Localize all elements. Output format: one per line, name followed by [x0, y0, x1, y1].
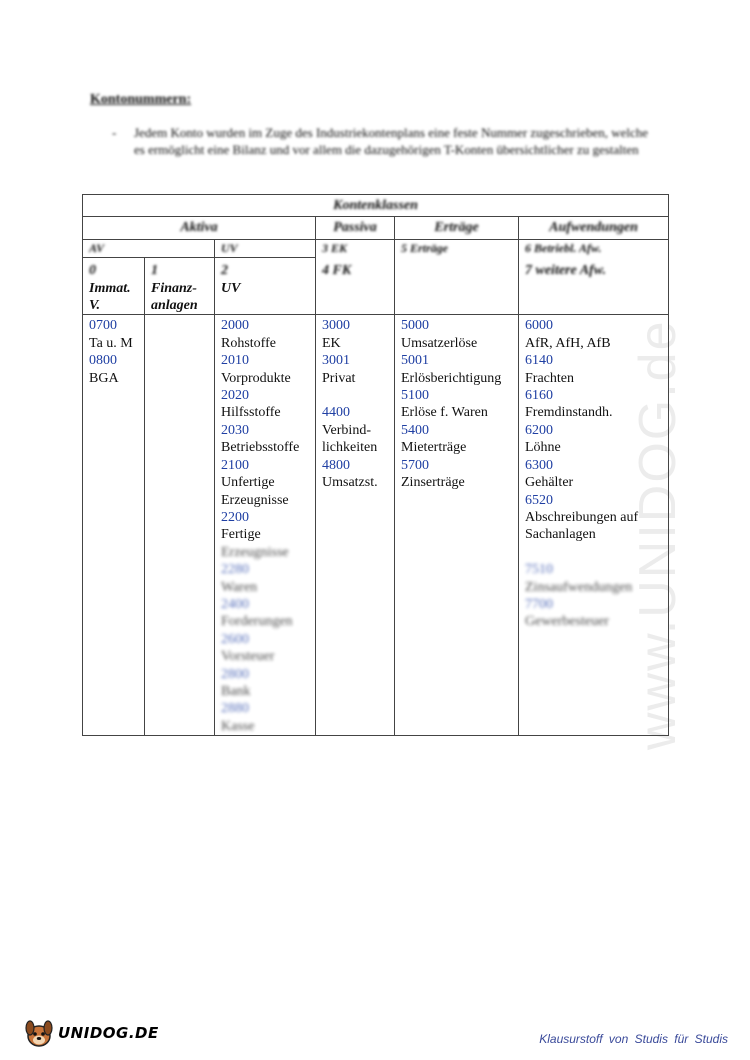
spacer: [322, 387, 394, 404]
bullet-text: Jedem Konto wurden im Zuge des Industriekontenplans eine feste Nummer zugeschrieben, welche es ermöglicht eine Bilanz und vor allem die dazugehörigen T-Konten übersichtlicher zu gestalten: [134, 125, 649, 157]
acc-5700-text: Zinserträge: [401, 475, 465, 491]
acc-6300-num: 6300: [525, 457, 553, 473]
subclass-0: [83, 258, 145, 315]
acc-0700-text: Ta u. M: [89, 335, 133, 351]
class-ertraege: 5 Erträge: [395, 239, 519, 257]
acc-2280-text: Waren: [221, 579, 258, 595]
acc-6140-text: Frachten: [525, 370, 574, 386]
subclass-fk: [316, 258, 395, 315]
col-aufwendungen: [519, 315, 669, 736]
acc-3000-num: 3000: [322, 318, 350, 334]
acc-2030-text: Betriebsstoffe: [221, 440, 300, 456]
spacer: [525, 544, 668, 561]
group-aktiva: Aktiva: [83, 217, 316, 239]
accounts-row: [83, 315, 669, 736]
class-row: [83, 239, 669, 257]
col-ertraege: [395, 315, 519, 736]
acc-2200-num: 2200: [221, 509, 249, 525]
acc-6140-num: 6140: [525, 353, 553, 369]
acc-3000-text: EK: [322, 335, 341, 351]
col-finanz: [145, 315, 215, 736]
dog-mascot-icon: [22, 1016, 56, 1050]
acc-6000-num: 6000: [525, 318, 553, 334]
acc-6520-text: Abschreibungen auf: [525, 509, 639, 525]
acc-2100-text: Unfertige: [221, 475, 275, 491]
subclass-1-line1: Finanz-: [151, 280, 197, 296]
acc-2200-text: Fertige: [221, 527, 261, 543]
table-title: Kontenklassen: [83, 195, 669, 217]
acc-5001-text: Erlösberichtigung: [401, 370, 502, 386]
subclass-1: [145, 258, 215, 315]
acc-5400-num: 5400: [401, 422, 429, 438]
acc-6520-text2: Sachanlagen: [525, 527, 596, 543]
acc-2880-num: 2880: [221, 701, 249, 717]
subclass-0-line1: Immat.: [89, 280, 131, 296]
subclass-ertraege-empty: [395, 258, 519, 315]
acc-2800-num: 2800: [221, 666, 249, 682]
acc-2280-num: 2280: [221, 562, 249, 578]
acc-2010-num: 2010: [221, 353, 249, 369]
acc-4800-text: Umsatzst.: [322, 475, 378, 491]
acc-7700-text: Gewerbesteuer: [525, 614, 609, 630]
group-row: [83, 217, 669, 239]
group-ertraege: Erträge: [395, 217, 519, 239]
brand-name: UNIDOG.DE: [58, 1024, 159, 1042]
acc-2010-text: Vorprodukte: [221, 370, 291, 386]
acc-2600-text: Vorsteuer: [221, 649, 275, 665]
acc-6300-text: Gehälter: [525, 475, 574, 491]
acc-6520-num: 6520: [525, 492, 553, 508]
acc-2400-num: 2400: [221, 596, 249, 612]
acc-2100-text2: Erzeugnisse: [221, 492, 289, 508]
acc-4400-num: 4400: [322, 405, 350, 421]
acc-2000-text: Rohstoffe: [221, 335, 276, 351]
subclass-0-num: 0: [89, 263, 96, 279]
acc-3001-num: 3001: [322, 353, 350, 369]
acc-2600-num: 2600: [221, 631, 249, 647]
class-afw: 6 Betriebl. Afw.: [525, 240, 602, 255]
subclass-1-num: 1: [151, 263, 158, 279]
class-weitere-afw: 7 weitere Afw.: [525, 262, 607, 278]
subclass-2: [215, 258, 316, 315]
acc-2880-text: Kasse: [221, 718, 255, 734]
acc-5700-num: 5700: [401, 457, 429, 473]
acc-2020-num: 2020: [221, 388, 249, 404]
class-av: AV: [83, 239, 215, 257]
acc-3001-text: Privat: [322, 370, 356, 386]
acc-6160-num: 6160: [525, 388, 553, 404]
acc-2000-num: 2000: [221, 318, 249, 334]
col-uv: [215, 315, 316, 736]
aufwand-faded-list: [525, 544, 668, 631]
acc-2200-text2: Erzeugnisse: [221, 544, 289, 560]
acc-0700-num: 0700: [89, 318, 117, 334]
subclass-2-num: 2: [221, 263, 228, 279]
table-title-row: [83, 195, 669, 217]
acc-4400-text: Verbind-: [322, 422, 371, 438]
col-immat: [83, 315, 145, 736]
acc-2800-text: Bank: [221, 683, 251, 699]
group-aufwendungen: Aufwendungen: [519, 217, 669, 239]
acc-6160-text: Fremdinstandh.: [525, 405, 613, 421]
class-aufwand: [519, 239, 669, 257]
acc-5100-text: Erlöse f. Waren: [401, 405, 488, 421]
acc-2400-text: Forderungen: [221, 614, 293, 630]
class-uv: UV: [215, 239, 316, 257]
acc-7700-num: 7700: [525, 596, 553, 612]
acc-5000-text: Umsatzerlöse: [401, 335, 478, 351]
section-heading: Kontonummern:: [90, 92, 192, 107]
acc-5400-text: Mieterträge: [401, 440, 467, 456]
subclass-2-line1: UV: [221, 280, 241, 296]
watermark-text: www.UNIDOG.de: [629, 319, 687, 750]
bullet-dash: -: [112, 125, 117, 140]
class-fk: 4 FK: [322, 262, 352, 278]
uv-faded-list: [221, 544, 315, 735]
col-passiva: [316, 315, 395, 736]
acc-0800-text: BGA: [89, 370, 119, 386]
unidog-logo[interactable]: [22, 1016, 159, 1050]
acc-4400-text2: lichkeiten: [322, 440, 378, 456]
acc-7510-text: Zinsaufwendungen: [525, 579, 633, 595]
acc-5001-num: 5001: [401, 353, 429, 369]
subclass-1-line2: anlagen: [151, 298, 198, 314]
acc-6200-text: Löhne: [525, 440, 561, 456]
class-ek: 3 EK: [322, 240, 348, 255]
acc-2030-num: 2030: [221, 422, 249, 438]
acc-0800-num: 0800: [89, 353, 117, 369]
acc-7510-num: 7510: [525, 562, 553, 578]
subclass-0-line2: V.: [89, 298, 101, 314]
bullet-paragraph: [112, 124, 652, 158]
group-passiva: Passiva: [316, 217, 395, 239]
footer-tagline: Klausurstoff von Studis für Studis: [539, 1032, 728, 1046]
acc-6000-text: AfR, AfH, AfB: [525, 335, 611, 351]
acc-5000-num: 5000: [401, 318, 429, 334]
subclass-weitere: [519, 258, 669, 315]
subclass-row: [83, 258, 669, 315]
acc-6200-num: 6200: [525, 422, 553, 438]
acc-4800-num: 4800: [322, 457, 350, 473]
acc-2100-num: 2100: [221, 457, 249, 473]
account-classes-table: [82, 194, 669, 736]
acc-5100-num: 5100: [401, 388, 429, 404]
acc-2020-text: Hilfsstoffe: [221, 405, 281, 421]
class-passiva: [316, 239, 395, 257]
